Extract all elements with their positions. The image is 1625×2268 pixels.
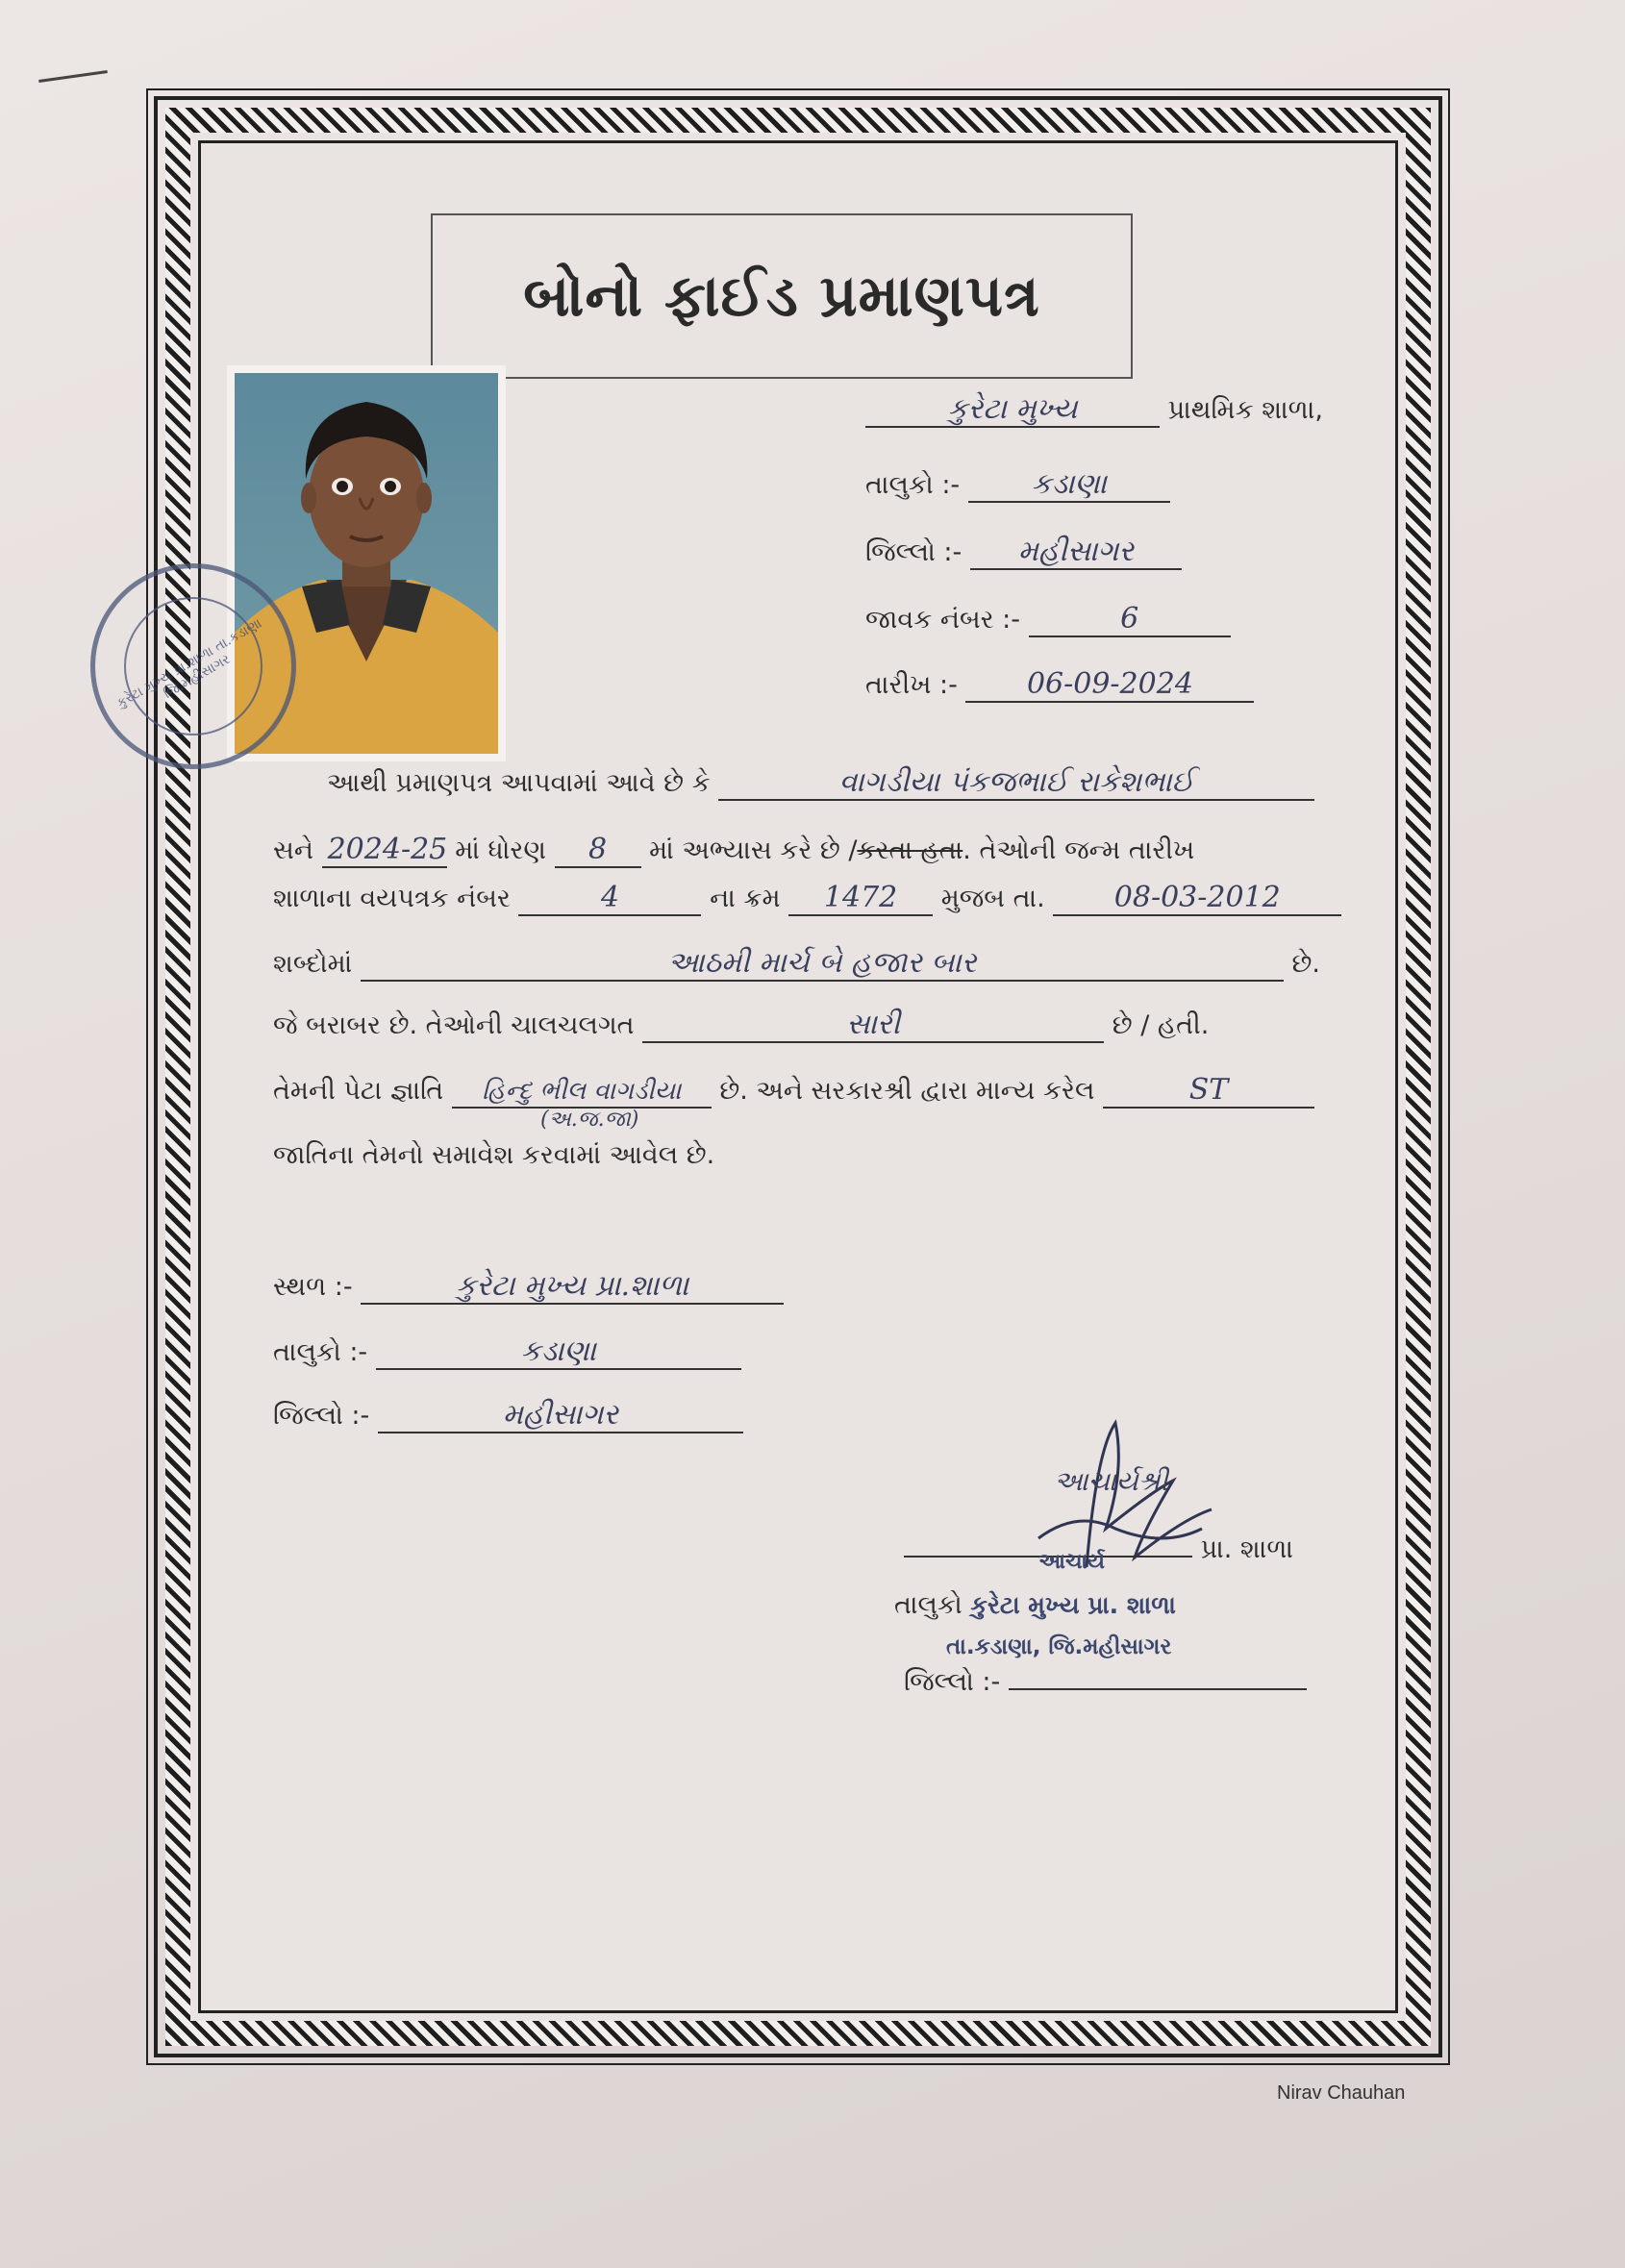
standard-label: માં ધોરણ (455, 835, 546, 865)
body-line-2 (273, 833, 1194, 868)
place-district-line (273, 1398, 743, 1433)
conduct-suffix: છે / હતી. (1112, 1010, 1210, 1040)
register-label: શાળાના વયપત્રક નંબર (273, 884, 511, 913)
footer-name: Nirav Chauhan (1277, 2082, 1406, 2104)
subcaste-label: તેમની પેટા જ્ઞાતિ (273, 1076, 444, 1106)
stamp-school-name: કુરેટા મુખ્ય પ્રા. શાળા (970, 1591, 1176, 1619)
academic-year-value: 2024-25 (322, 833, 447, 868)
principal-role-handwritten: આચાર્યશ્રી (1054, 1465, 1168, 1497)
principal-school-suffix: પ્રા. શાળા (1200, 1534, 1294, 1564)
body-line-4 (273, 946, 1320, 982)
place-taluka-label: તાલુકો :- (273, 1337, 368, 1367)
serial-label: ના ક્રમ (710, 884, 781, 913)
school-taluka-label: તાલુકો :- (865, 470, 961, 500)
school-taluka-line (865, 467, 1170, 503)
title-box (431, 213, 1133, 379)
body-line-6 (273, 1073, 1314, 1109)
school-name-line (865, 392, 1323, 428)
category-text: છે. અને સરકારશ્રી દ્વારા માન્ય કરેલ (719, 1076, 1095, 1106)
body-line-3 (273, 881, 1341, 916)
issue-date-value: 06-09-2024 (965, 667, 1254, 703)
register-number-value: 4 (518, 881, 701, 916)
dob-in-words-value: આઠમી માર્ચ બે હજાર બાર (361, 946, 1284, 982)
outward-number-line (865, 602, 1231, 637)
student-name-value: વાગડીયા પંકજભાઈ રાકેશભાઈ (718, 765, 1314, 801)
page-title: બોનો ફાઈડ પ્રમાણપત્ર (523, 262, 1040, 330)
category-value: ST (1103, 1073, 1314, 1109)
signature-district-blank (1009, 1688, 1307, 1690)
date-of-birth-value: 08-03-2012 (1053, 881, 1341, 916)
standard-value: 8 (555, 833, 641, 868)
struck-text: કરતા હતા (857, 835, 963, 865)
school-seal (90, 563, 296, 769)
outward-number-label: જાવક નંબર :- (865, 605, 1021, 635)
in-words-label: શબ્દોમાં (273, 949, 353, 979)
issue-date-line (865, 667, 1254, 703)
school-name-suffix: પ્રાથમિક શાળા, (1167, 395, 1323, 425)
signature-taluka-label: તાલુકો (894, 1590, 962, 1620)
place-value: કુરેટા મુખ્ય પ્રા.શાળા (361, 1269, 784, 1305)
seal-text: કુરેટા મુખ્ય પ્રા.શાળા તા.કડાણા જિ.મહીસાગર (113, 615, 265, 711)
place-taluka-line (273, 1334, 741, 1370)
dob-label-text: . તેઓની જન્મ તારીખ (962, 835, 1195, 865)
school-district-line (865, 535, 1182, 570)
signature-taluka-line (894, 1590, 1176, 1621)
in-words-suffix: છે. (1291, 949, 1320, 979)
place-district-label: જિલ્લો :- (273, 1401, 370, 1431)
body-line-7: જાતિના તેમનો સમાવેશ કરવામાં આવેલ છે. (273, 1140, 715, 1170)
body-line-5 (273, 1008, 1209, 1043)
issue-date-label: તારીખ :- (865, 670, 958, 700)
outward-number-value: 6 (1029, 602, 1231, 637)
school-district-label: જિલ્લો :- (865, 537, 962, 567)
signature-district-label: જિલ્લો :- (904, 1667, 1001, 1697)
place-taluka-value: કડાણા (376, 1334, 741, 1370)
place-line (273, 1269, 784, 1305)
year-label: સને (273, 835, 313, 865)
school-name-value: કુરેટા મુખ્ય (865, 392, 1160, 428)
dob-date-label: મુજબ તા. (940, 884, 1045, 913)
conduct-label: જે બરાબર છે. તેઓની ચાલચલગત (273, 1010, 635, 1040)
school-district-value: મહીસાગર (970, 535, 1182, 570)
stamp-address: તા.કડાણા, જિ.મહીસાગર (946, 1634, 1172, 1659)
body-line-1 (288, 765, 1314, 801)
studying-text: માં અભ્યાસ કરે છે / (649, 835, 858, 865)
place-district-value: મહીસાગર (378, 1398, 743, 1433)
body-intro-text: આથી પ્રમાણપત્ર આપવામાં આવે છે કે (327, 768, 711, 798)
subcaste-note: (અ.જ.જા) (540, 1108, 639, 1132)
stamp-role: આચાર્ય (1038, 1550, 1105, 1574)
serial-number-value: 1472 (788, 881, 933, 916)
signature-district-line (904, 1667, 1307, 1698)
subcaste-value: હિન્દુ ભીલ વાગડીયા (452, 1077, 712, 1109)
school-taluka-value: કડાણા (968, 467, 1170, 503)
conduct-value: સારી (642, 1008, 1104, 1043)
place-label: સ્થળ :- (273, 1272, 353, 1302)
